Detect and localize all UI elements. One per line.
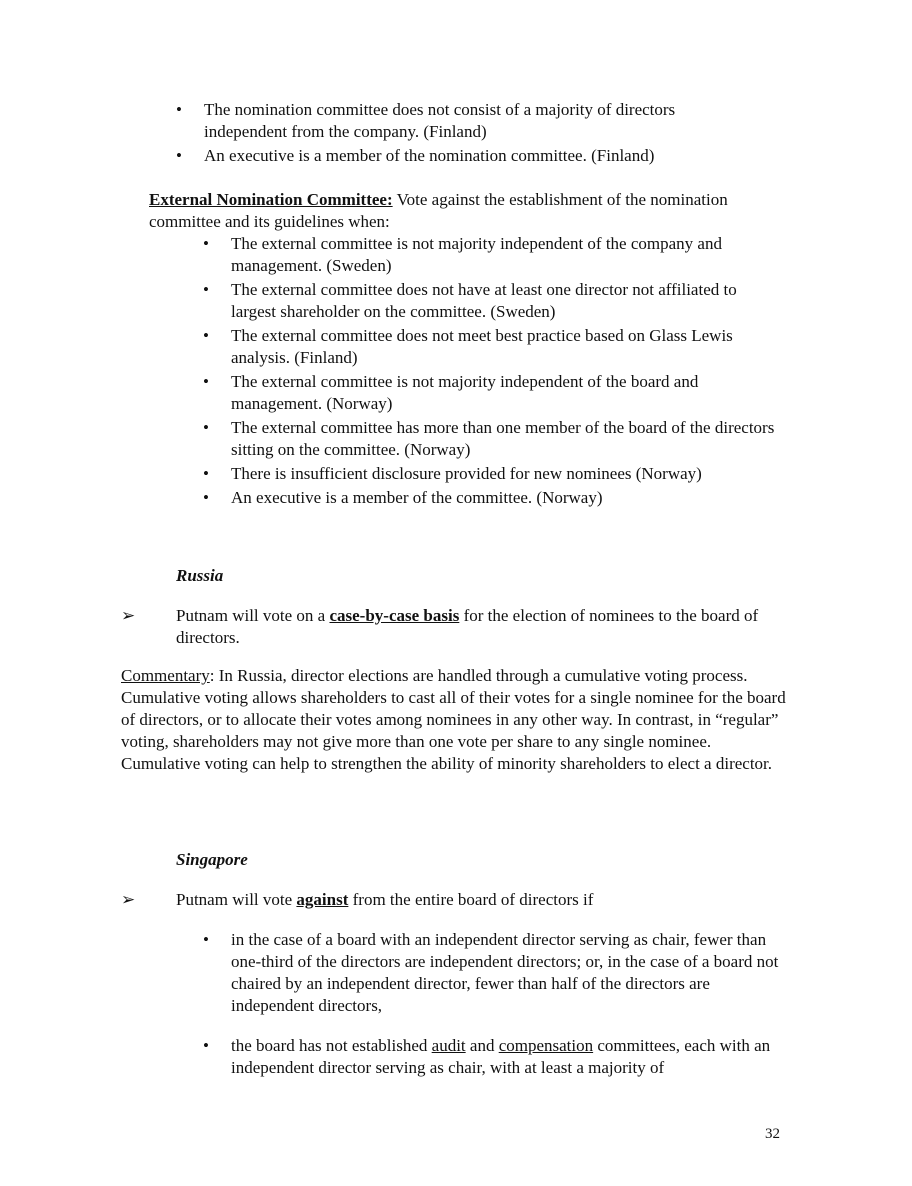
list-item: • There is insufficient disclosure provided for new nominees (Norway) xyxy=(203,463,783,485)
singapore-policy-text: Putnam will vote against from the entire board of directors if xyxy=(176,890,594,909)
list-item: • The external committee is not majority independent of the company and management. (Sweden) xyxy=(203,233,783,277)
arrow-bullet-icon: ➢ xyxy=(121,890,136,909)
list-item: • The external committee is not majority independent of the board and management. (Norway) xyxy=(203,371,783,415)
external-committee-intro: Vote against the establishment of the nomination committee and its guidelines when: xyxy=(149,190,728,231)
singapore-section-title: Singapore xyxy=(176,850,248,869)
list-item: • in the case of a board with an independent director serving as chair, fewer than one-third of the directors are independent directors; or, in the case of a board not chaired by an independent director, fewer than half of the directors are independent directors, xyxy=(203,929,783,1017)
external-committee-paragraph xyxy=(149,189,789,233)
external-committee-heading: External Nomination Committee: xyxy=(149,190,393,209)
external-committee-criteria-list xyxy=(203,233,783,511)
policy-emphasis: case-by-case basis xyxy=(329,606,460,625)
commentary-label: Commentary xyxy=(121,666,210,685)
list-item: • The nomination committee does not consist of a majority of directors independent from the company. (Finland) xyxy=(176,99,736,143)
compensation-term: compensation xyxy=(498,1036,594,1055)
list-item: • An executive is a member of the committee. (Norway) xyxy=(203,487,783,509)
list-item: • the board has not established audit and compensation committees, each with an independent director serving as chair, with at least a majority of xyxy=(203,1035,783,1079)
commentary-text: : In Russia, director elections are handled through a cumulative voting process. Cumulative voting allows shareholders to cast all of their votes for a single nominee for the board of directors, or to allocate their votes among nominees in any other way. In contrast, in “regular” voting, shareholders may not give more than one vote per share to any single nominee. Cumulative voting can help to strengthen the ability of minority shareholders to elect a director. xyxy=(121,666,786,773)
singapore-criteria-list xyxy=(203,929,783,1097)
list-item: • An executive is a member of the nomination committee. (Finland) xyxy=(176,145,736,167)
russia-commentary xyxy=(121,665,789,775)
page-number: 32 xyxy=(765,1126,780,1142)
list-item: • The external committee has more than one member of the board of the directors sitting on the committee. (Norway) xyxy=(203,417,783,461)
list-item: • The external committee does not meet best practice based on Glass Lewis analysis. (Finland) xyxy=(203,325,783,369)
finland-criteria-list xyxy=(176,99,736,169)
arrow-bullet-icon: ➢ xyxy=(121,606,136,625)
audit-term: audit xyxy=(431,1036,466,1055)
russia-section-title: Russia xyxy=(176,566,224,585)
list-item: • The external committee does not have at least one director not affiliated to largest shareholder on the committee. (Sweden) xyxy=(203,279,783,323)
russia-policy-text: Putnam will vote on a case-by-case basis for the election of nominees to the board of directors. xyxy=(176,606,759,647)
policy-emphasis: against xyxy=(296,890,349,909)
